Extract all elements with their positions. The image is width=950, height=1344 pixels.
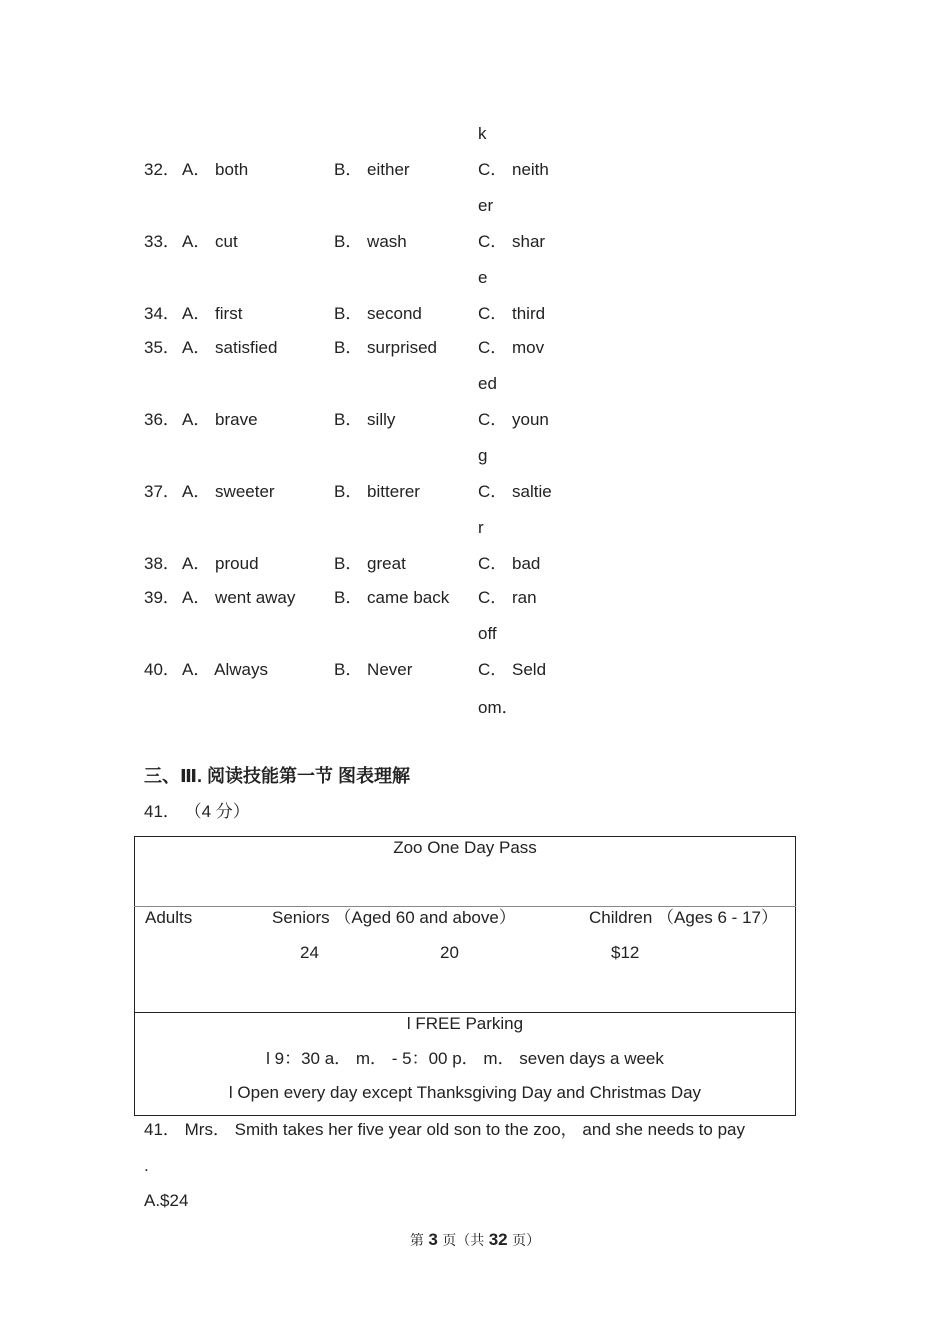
option-a-text: A． brave xyxy=(182,410,258,429)
question-number: 37． xyxy=(144,482,180,501)
info-open-days: l Open every day except Thanksgiving Day and Christmas Day xyxy=(228,1083,702,1102)
zoo-pass-table xyxy=(134,836,796,1116)
wrapped-fragment: k xyxy=(478,124,487,143)
info-hours: l 9：30 a． m． ‐ 5：00 p． m． seven days a week xyxy=(266,1049,664,1068)
table-divider xyxy=(134,1012,796,1013)
option-c-text: C． saltie xyxy=(478,482,552,501)
option-a-text: A． Always xyxy=(182,660,268,679)
option-a-text: A． satisfied xyxy=(182,338,278,357)
option-b-text: B． wash xyxy=(334,232,407,251)
section-title: 三、Ⅲ. 阅读技能第一节 图表理解 xyxy=(144,766,411,786)
price-seniors: 20 xyxy=(440,943,459,962)
option-b-text: B． great xyxy=(334,554,406,573)
footer-text: 第 xyxy=(409,1233,429,1249)
col-children: Children （Ages 6 ‐ 17） xyxy=(589,908,778,927)
price-children: $12 xyxy=(611,943,640,962)
option-c-text: C． mov xyxy=(478,338,545,357)
question-number: 35． xyxy=(144,338,180,357)
option-a-text: A． both xyxy=(182,160,249,179)
question-number: 32． xyxy=(144,160,180,179)
question-number: 39． xyxy=(144,588,180,607)
question-number: 33． xyxy=(144,232,180,251)
footer-text: 页（共 xyxy=(437,1233,489,1249)
option-c-text: C． youn xyxy=(478,410,549,429)
option-c-text: C． Seld xyxy=(478,660,547,679)
footer-total-pages: 32 xyxy=(488,1230,508,1249)
option-a-text: A． went away xyxy=(182,588,296,607)
option-c-wrap: g xyxy=(478,446,488,465)
question-number: 38． xyxy=(144,554,180,573)
option-b-text: B． second xyxy=(334,304,422,323)
option-c-wrap: off xyxy=(478,624,497,643)
option-c-wrap: r xyxy=(478,518,484,537)
option-b-text: B． silly xyxy=(334,410,396,429)
option-b-text: B． came back xyxy=(334,588,450,607)
question-41-text: 41． Mrs． Smith takes her five year old son to the zoo， and she needs to pay xyxy=(144,1120,745,1139)
info-parking: l FREE Parking xyxy=(406,1014,524,1033)
question-41-blank: . xyxy=(144,1156,149,1175)
option-c-text: C． third xyxy=(478,304,546,323)
footer-page-number: 3 xyxy=(428,1230,438,1249)
question-number: 40． xyxy=(144,660,180,679)
question-number: 34． xyxy=(144,304,180,323)
option-a-text: A． sweeter xyxy=(182,482,275,501)
option-a-text: A． proud xyxy=(182,554,259,573)
table-divider xyxy=(134,906,796,907)
option-b-text: B． either xyxy=(334,160,410,179)
option-c-text: C． bad xyxy=(478,554,541,573)
option-c-wrap: e xyxy=(478,268,488,287)
price-adults: 24 xyxy=(300,943,319,962)
footer-text: 页） xyxy=(507,1233,541,1249)
option-b-text: B． Never xyxy=(334,660,413,679)
question-number: 36． xyxy=(144,410,180,429)
option-b-text: B． surprised xyxy=(334,338,437,357)
page-footer xyxy=(0,1230,950,1251)
question-41-header: 41． （4 分） xyxy=(144,802,250,821)
option-c-text: C． ran xyxy=(478,588,537,607)
col-seniors: Seniors （Aged 60 and above） xyxy=(272,908,516,927)
option-b-text: B． bitterer xyxy=(334,482,420,501)
col-adults: Adults xyxy=(145,908,193,927)
option-c-text: C． neith xyxy=(478,160,549,179)
option-c-text: C． shar xyxy=(478,232,546,251)
option-c-wrap: ed xyxy=(478,374,497,393)
option-a-text: A． first xyxy=(182,304,243,323)
option-c-wrap: er xyxy=(478,196,494,215)
option-a: A.$24 xyxy=(144,1191,189,1210)
option-c-wrap: om． xyxy=(478,698,519,717)
option-a-text: A． cut xyxy=(182,232,238,251)
pass-title: Zoo One Day Pass xyxy=(393,838,537,857)
